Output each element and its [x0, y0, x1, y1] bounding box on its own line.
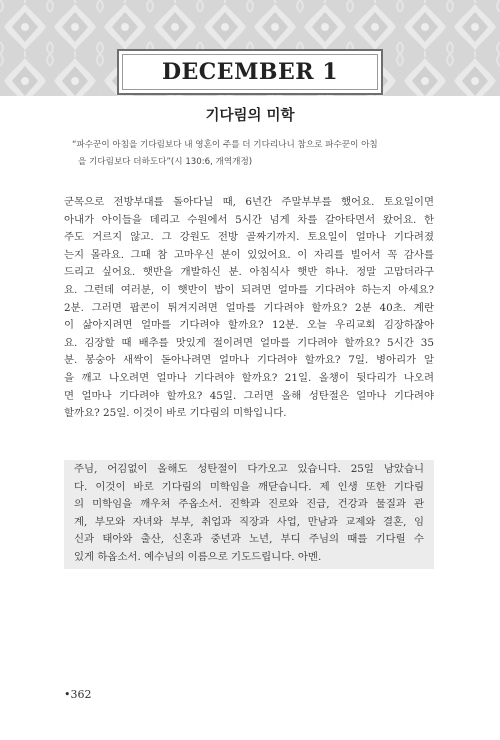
page-number: •362: [64, 688, 92, 701]
verse-line: “파수꾼이 아침을 기다림보다 내 영혼이 주를 더 기다리나니 참으로 파수꾼이 아침: [72, 140, 378, 150]
body-line: 군목으로 전방부대를 돌아다닐 때, 6년간 주말부부를 했어요. 토요일이면: [64, 196, 434, 208]
body-line: 2분. 그러면 팝콘이 튀겨지려면 얼마를 기다려야 할까요? 2분 40초. 계란: [64, 301, 434, 314]
body-line: 는지 몰라요. 그때 참 고마우신 분이 있었어요. 이 자리를 빌어서 꼭 감사를: [64, 248, 434, 261]
body-line: 면 얼마나 기다려야 할까요? 45일. 그러면 올해 성탄절은 얼마나 기다려야: [64, 389, 434, 402]
prayer-line: 다. 이것이 바로 기다림의 미학임을 깨닫습니다. 제 인생 또한 기다림: [74, 480, 424, 493]
body-line: 이 삶아지려면 얼마를 기다려야 할까요? 12분. 오늘 우리교회 김장하잖아: [64, 319, 434, 332]
prayer-line: 주님, 어김없이 올해도 성탄절이 다가오고 있습니다. 25일 남았습니: [74, 463, 424, 475]
section-subtitle: 기다림의 미학: [205, 108, 295, 124]
title-frame: [117, 49, 383, 95]
scripture-verse: [72, 137, 422, 171]
prayer-text: [74, 461, 424, 567]
prayer-line: 의 미학임을 깨우쳐 주옵소서. 진학과 진로와 진급, 건강과 물질과 관: [74, 498, 424, 511]
body-line: 주도 거르지 않고. 그 강원도 전방 골짜기까지. 토요일이 얼마나 기다려졌: [64, 231, 434, 244]
page-title: DECEMBER 1: [161, 59, 339, 85]
prayer-line: 계, 부모와 자녀와 부부, 취업과 직장과 사업, 만남과 교제와 결혼, 임: [74, 515, 424, 528]
body-line: 을 깨고 나오려면 얼마나 기다려야 할까요? 21일. 올챙이 뒷다리가 나오려: [64, 371, 434, 384]
prayer-box: [64, 460, 434, 569]
body-line: 요. 그런데 여러분, 이 햇반이 밥이 되려면 얼마를 기다려야 하는지 아세요?: [64, 283, 434, 296]
prayer-line: 있게 하옵소서. 예수님의 이름으로 기도드립니다. 아멘.: [74, 550, 322, 563]
body-line: 요. 김장할 때 배추를 맛있게 절이려면 얼마를 기다려야 할까요? 5시간 35: [64, 336, 434, 349]
verse-line: 을 기다림보다 더하도다”(시 130:6, 개역개정): [78, 157, 253, 167]
body-line: 아내가 아이들을 데리고 수원에서 5시간 넘게 차를 갈아타면서 왔어요. 한: [64, 213, 434, 226]
body-line: 분. 봉숭아 새싹이 돋아나려면 얼마나 기다려야 할까요? 7일. 병아리가 알: [64, 354, 434, 367]
body-line: 할까요? 25일. 이것이 바로 기다림의 미학입니다.: [64, 407, 287, 420]
prayer-line: 신과 태아와 출산, 신혼과 중년과 노년, 부디 주님의 때를 기다릴 수: [74, 533, 424, 546]
body-line: 드리고 싶어요. 햇반을 개발하신 분. 아침식사 햇반 하나. 정말 고맙더라구: [64, 266, 434, 279]
body-paragraph: [64, 194, 434, 423]
